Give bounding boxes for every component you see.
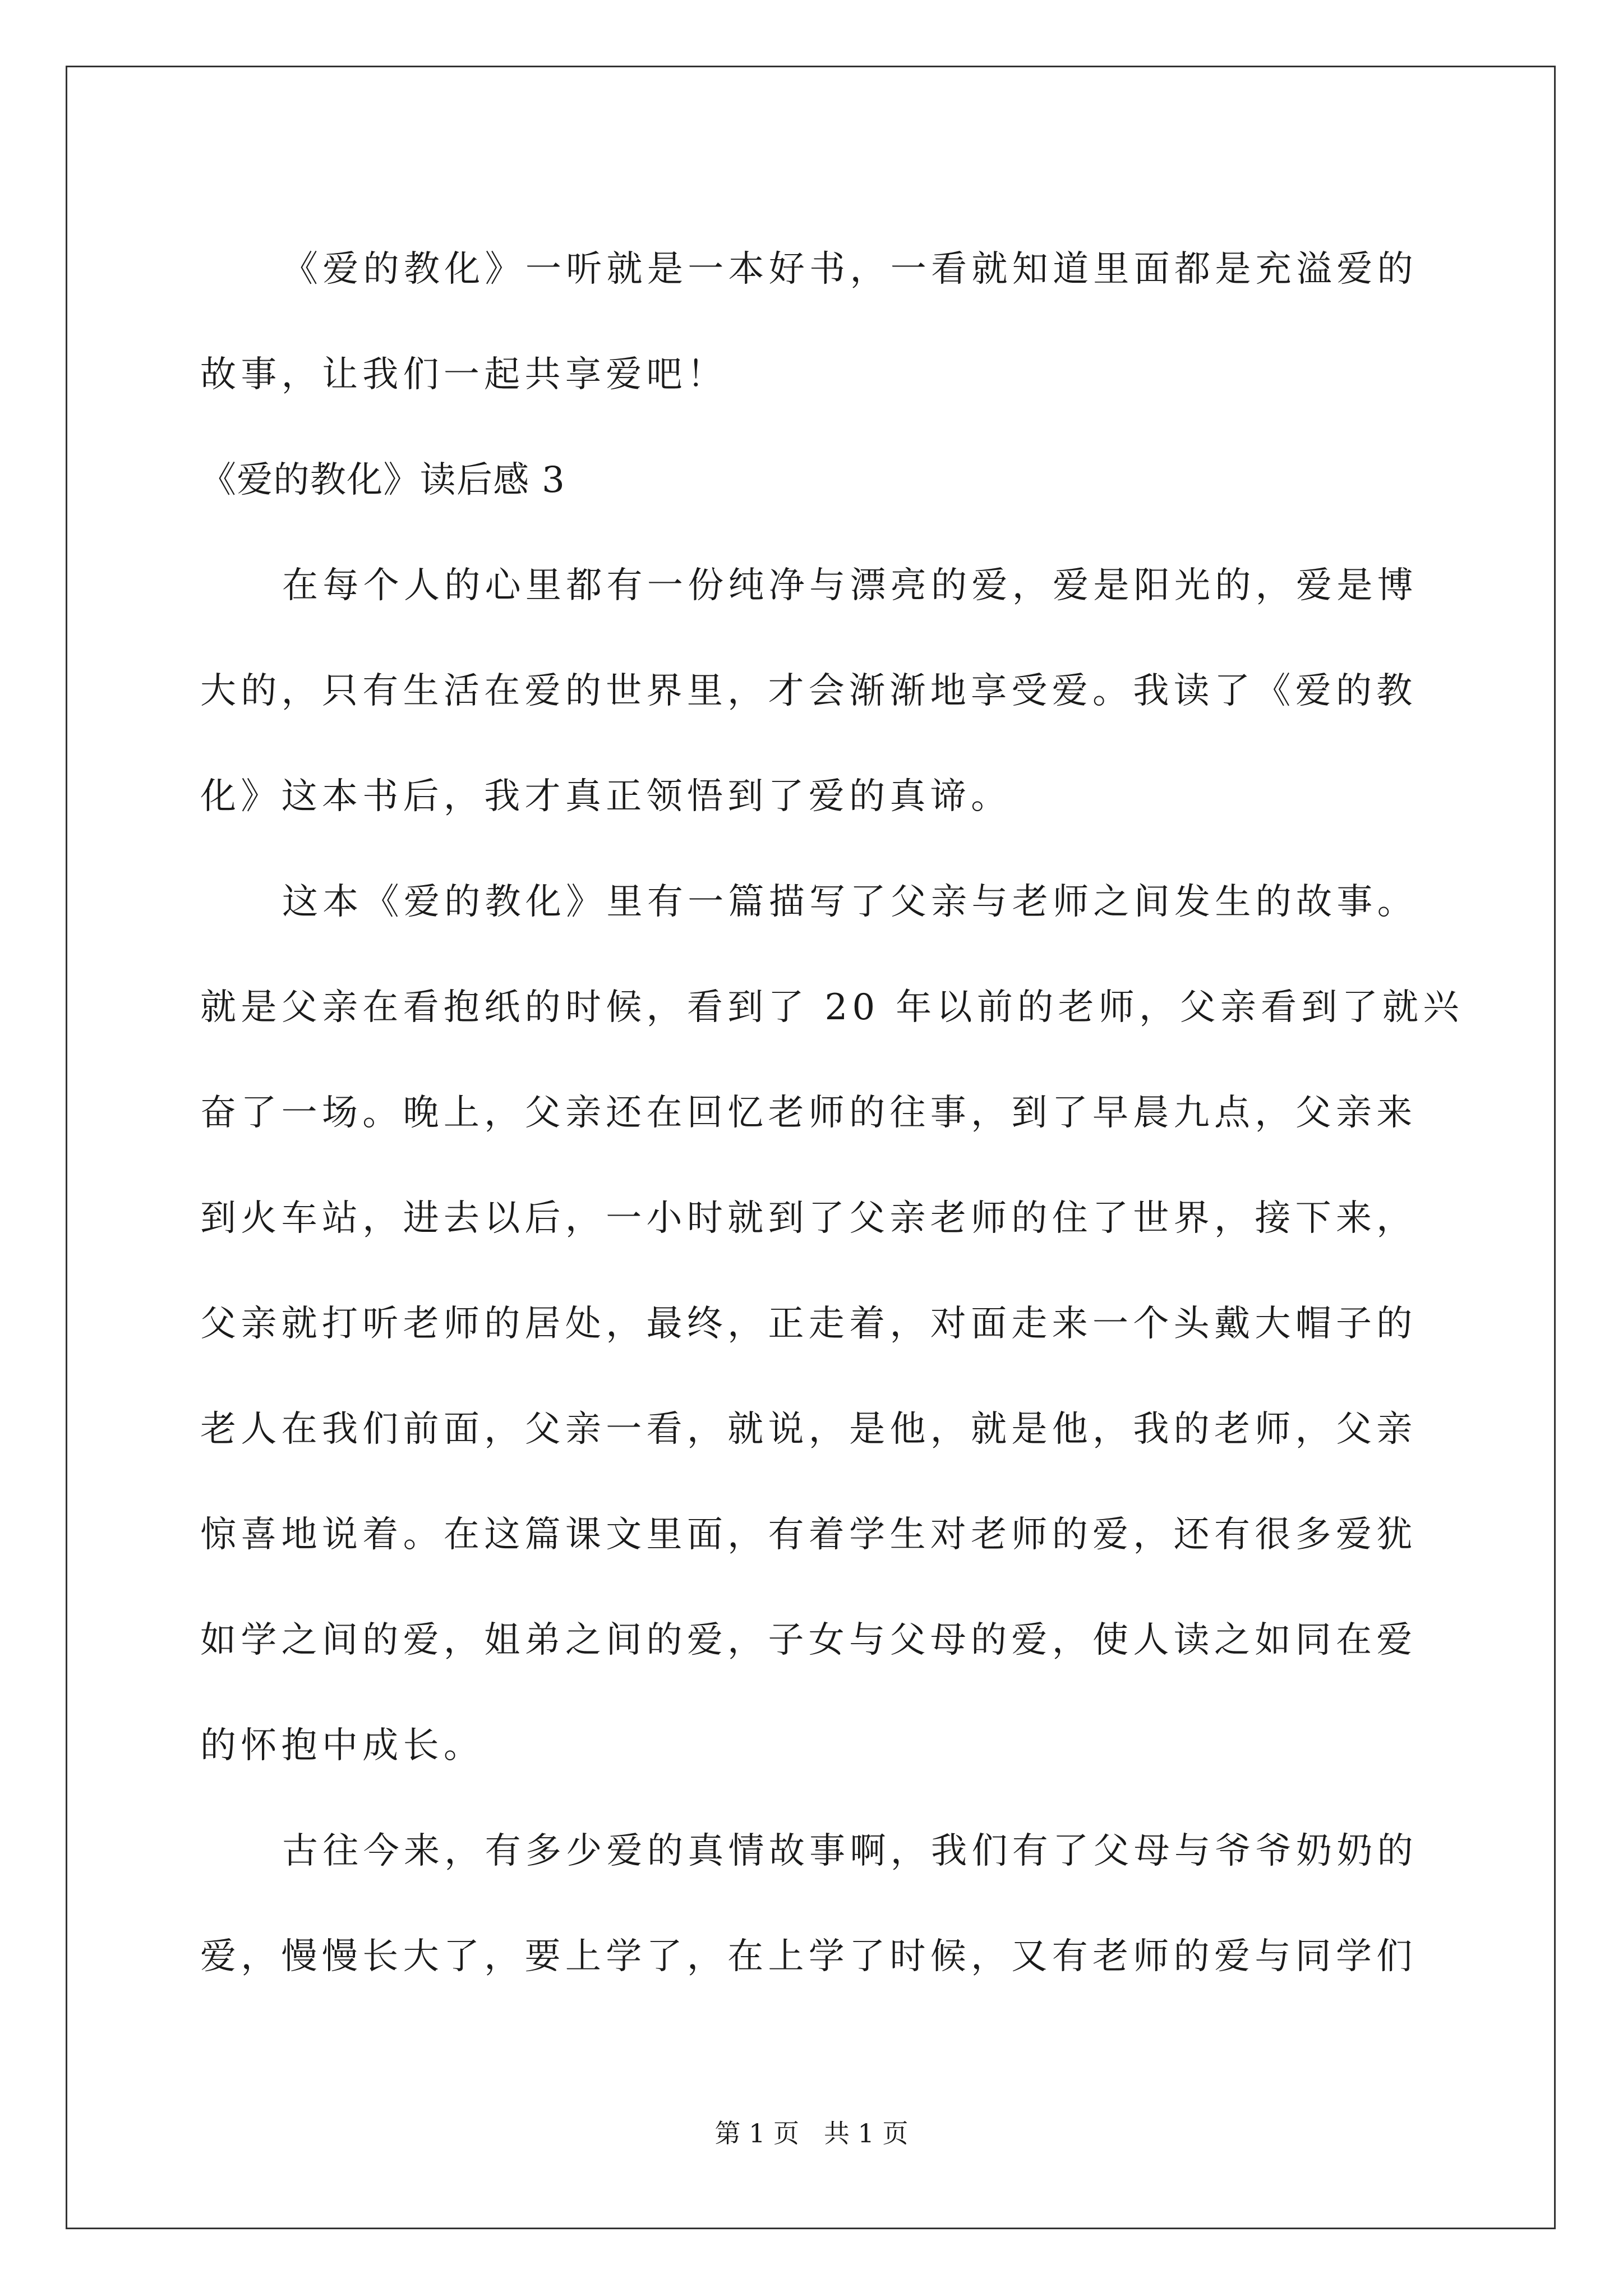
page-footer [0,2116,1623,2150]
text-line: 《爱的教化》一听就是一本好书，一看就知道里面都是充溢爱的 [282,249,1418,290]
text-line: 这本《爱的教化》里有一篇描写了父亲与老师之间发生的故事。 [282,881,1418,923]
text-line: 老人在我们前面，父亲一看，就说，是他，就是他，我的老师，父亲 [200,1409,1417,1450]
document-body [200,217,1464,2009]
text-line: 惊喜地说着。在这篇课文里面，有着学生对老师的爱，还有很多爱犹 [200,1514,1417,1556]
text-line: 故事，让我们一起共享爱吧！ [200,354,728,395]
text-line: 奋了一场。晚上，父亲还在回忆老师的往事，到了早晨九点，父亲来 [200,1092,1417,1134]
text-line: 的怀抱中成长。 [200,1725,485,1766]
text-line: 如学之间的爱，姐弟之间的爱，子女与父母的爱，使人读之如同在爱 [200,1619,1417,1661]
text-line: 就是父亲在看抱纸的时候，看到了 20 年以前的老师，父亲看到了就兴 [200,987,1464,1028]
text-line: 古往今来，有多少爱的真情故事啊，我们有了父母与爷爷奶奶的 [282,1830,1418,1872]
text-line: 化》这本书后，我才真正领悟到了爱的真谛。 [200,776,1012,817]
section-heading: 《爱的教化》读后感 3 [200,459,566,501]
text-line: 在每个人的心里都有一份纯净与漂亮的爱，爱是阳光的，爱是博 [282,565,1418,606]
page-total: 共 1 页 [823,2118,909,2148]
page-number: 第 1 页 [714,2118,800,2148]
text-line: 爱，慢慢长大了，要上学了，在上学了时候，又有老师的爱与同学们 [200,1936,1417,1977]
text-line: 大的，只有生活在爱的世界里，才会渐渐地享受爱。我读了《爱的教 [200,670,1417,712]
text-line: 到火车站，进去以后，一小时就到了父亲老师的住了世界，接下来， [200,1198,1417,1239]
text-line: 父亲就打听老师的居处，最终，正走着，对面走来一个头戴大帽子的 [200,1303,1417,1345]
